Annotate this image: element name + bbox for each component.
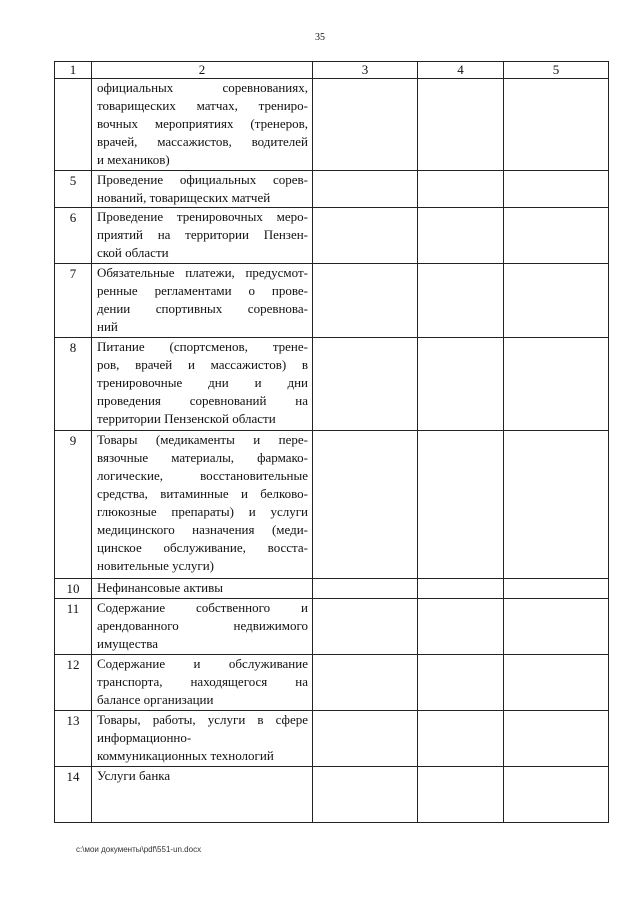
column-header-5: 5 xyxy=(504,62,609,79)
row-number: 13 xyxy=(55,711,92,767)
row-number: 7 xyxy=(55,264,92,338)
row-number: 11 xyxy=(55,599,92,655)
description-line: Питание (спортсменов, трене- xyxy=(97,339,308,354)
expense-table xyxy=(54,61,609,823)
page-number: 35 xyxy=(315,32,325,43)
table-row xyxy=(55,79,609,171)
empty-cell-col-5 xyxy=(504,655,609,711)
empty-cell-col-3 xyxy=(313,338,418,431)
description-line: официальных соревнованиях, xyxy=(97,80,308,95)
empty-cell-col-4 xyxy=(418,599,504,655)
empty-cell-col-4 xyxy=(418,711,504,767)
description-line: имущества xyxy=(97,636,158,651)
description-line: логические, восстановительные xyxy=(97,468,308,483)
description-line: Нефинансовые активы xyxy=(97,580,223,595)
row-number: 14 xyxy=(55,767,92,823)
table-row xyxy=(55,579,609,599)
row-description xyxy=(92,338,313,431)
row-description xyxy=(92,264,313,338)
description-line: дении спортивных соревнова- xyxy=(97,301,308,316)
column-header-3: 3 xyxy=(313,62,418,79)
table-row xyxy=(55,599,609,655)
description-line: территории Пензенской области xyxy=(97,411,276,426)
row-description xyxy=(92,431,313,579)
description-line: средства, витаминные и белково- xyxy=(97,486,308,501)
row-description xyxy=(92,208,313,264)
empty-cell-col-3 xyxy=(313,767,418,823)
empty-cell-col-5 xyxy=(504,208,609,264)
description-line: товарищеских матчах, трениро- xyxy=(97,98,308,113)
description-line: цинское обслуживание, восста- xyxy=(97,540,308,555)
description-line: нований, товарищеских матчей xyxy=(97,190,271,205)
empty-cell-col-5 xyxy=(504,599,609,655)
row-description xyxy=(92,599,313,655)
description-line: новительные услуги) xyxy=(97,558,215,573)
description-line: ров, врачей и массажистов) в xyxy=(97,357,308,372)
description-line: Содержание и обслуживание xyxy=(97,656,308,671)
empty-cell-col-3 xyxy=(313,264,418,338)
row-number: 6 xyxy=(55,208,92,264)
description-line: вочных мероприятиях (тренеров, xyxy=(97,116,308,131)
empty-cell-col-3 xyxy=(313,711,418,767)
description-line: вязочные материалы, фармако- xyxy=(97,450,308,465)
description-line: коммуникационных технологий xyxy=(97,748,274,763)
description-line: глюкозные препараты) и услуги xyxy=(97,504,308,519)
row-number: 5 xyxy=(55,171,92,208)
description-line: Товары (медикаменты и пере- xyxy=(97,432,308,447)
empty-cell-col-4 xyxy=(418,431,504,579)
empty-cell-col-3 xyxy=(313,431,418,579)
empty-cell-col-4 xyxy=(418,79,504,171)
description-line: Услуги банка xyxy=(97,768,171,783)
row-number xyxy=(55,79,92,171)
empty-cell-col-4 xyxy=(418,171,504,208)
empty-cell-col-4 xyxy=(418,767,504,823)
table-row xyxy=(55,431,609,579)
table-header-row xyxy=(55,62,609,79)
empty-cell-col-4 xyxy=(418,655,504,711)
empty-cell-col-5 xyxy=(504,79,609,171)
description-line: информационно- xyxy=(97,730,192,745)
empty-cell-col-3 xyxy=(313,655,418,711)
empty-cell-col-5 xyxy=(504,579,609,599)
file-path-footer: c:\мои документы\pdf\551-un.docx xyxy=(76,845,202,854)
empty-cell-col-3 xyxy=(313,579,418,599)
description-line: Содержание собственного и xyxy=(97,600,308,615)
description-line: транспорта, находящегося на xyxy=(97,674,308,689)
table-row xyxy=(55,208,609,264)
empty-cell-col-5 xyxy=(504,264,609,338)
empty-cell-col-3 xyxy=(313,208,418,264)
table-row xyxy=(55,264,609,338)
table-row xyxy=(55,171,609,208)
description-line: приятий на территории Пензен- xyxy=(97,227,308,242)
row-number: 12 xyxy=(55,655,92,711)
description-line: Проведение тренировочных меро- xyxy=(97,209,308,224)
table-row xyxy=(55,338,609,431)
description-line: балансе организации xyxy=(97,692,214,707)
row-number: 8 xyxy=(55,338,92,431)
column-header-2: 2 xyxy=(92,62,313,79)
empty-cell-col-5 xyxy=(504,431,609,579)
description-line: медицинского назначения (меди- xyxy=(97,522,308,537)
row-description xyxy=(92,655,313,711)
row-description xyxy=(92,711,313,767)
table-row xyxy=(55,711,609,767)
table-row xyxy=(55,767,609,823)
column-header-1: 1 xyxy=(55,62,92,79)
description-line: Обязательные платежи, предусмот- xyxy=(97,265,308,280)
empty-cell-col-4 xyxy=(418,579,504,599)
description-line: тренировочные дни и дни xyxy=(97,375,308,390)
description-line: ской области xyxy=(97,245,169,260)
row-description xyxy=(92,767,313,823)
row-description xyxy=(92,579,313,599)
empty-cell-col-4 xyxy=(418,264,504,338)
description-line: арендованного недвижимого xyxy=(97,618,308,633)
description-line: ний xyxy=(97,319,118,334)
empty-cell-col-5 xyxy=(504,767,609,823)
empty-cell-col-5 xyxy=(504,171,609,208)
description-line: проведения соревнований на xyxy=(97,393,308,408)
table-row xyxy=(55,655,609,711)
row-number: 10 xyxy=(55,579,92,599)
description-line: Проведение официальных сорев- xyxy=(97,172,308,187)
description-line: врачей, массажистов, водителей xyxy=(97,134,308,149)
description-line: Товары, работы, услуги в сфере xyxy=(97,712,308,727)
column-header-4: 4 xyxy=(418,62,504,79)
description-line: ренные регламентами о прове- xyxy=(97,283,308,298)
row-description xyxy=(92,171,313,208)
empty-cell-col-5 xyxy=(504,711,609,767)
empty-cell-col-4 xyxy=(418,208,504,264)
row-number: 9 xyxy=(55,431,92,579)
empty-cell-col-3 xyxy=(313,171,418,208)
empty-cell-col-3 xyxy=(313,79,418,171)
row-description xyxy=(92,79,313,171)
description-line: и механиков) xyxy=(97,152,170,167)
empty-cell-col-5 xyxy=(504,338,609,431)
empty-cell-col-4 xyxy=(418,338,504,431)
empty-cell-col-3 xyxy=(313,599,418,655)
